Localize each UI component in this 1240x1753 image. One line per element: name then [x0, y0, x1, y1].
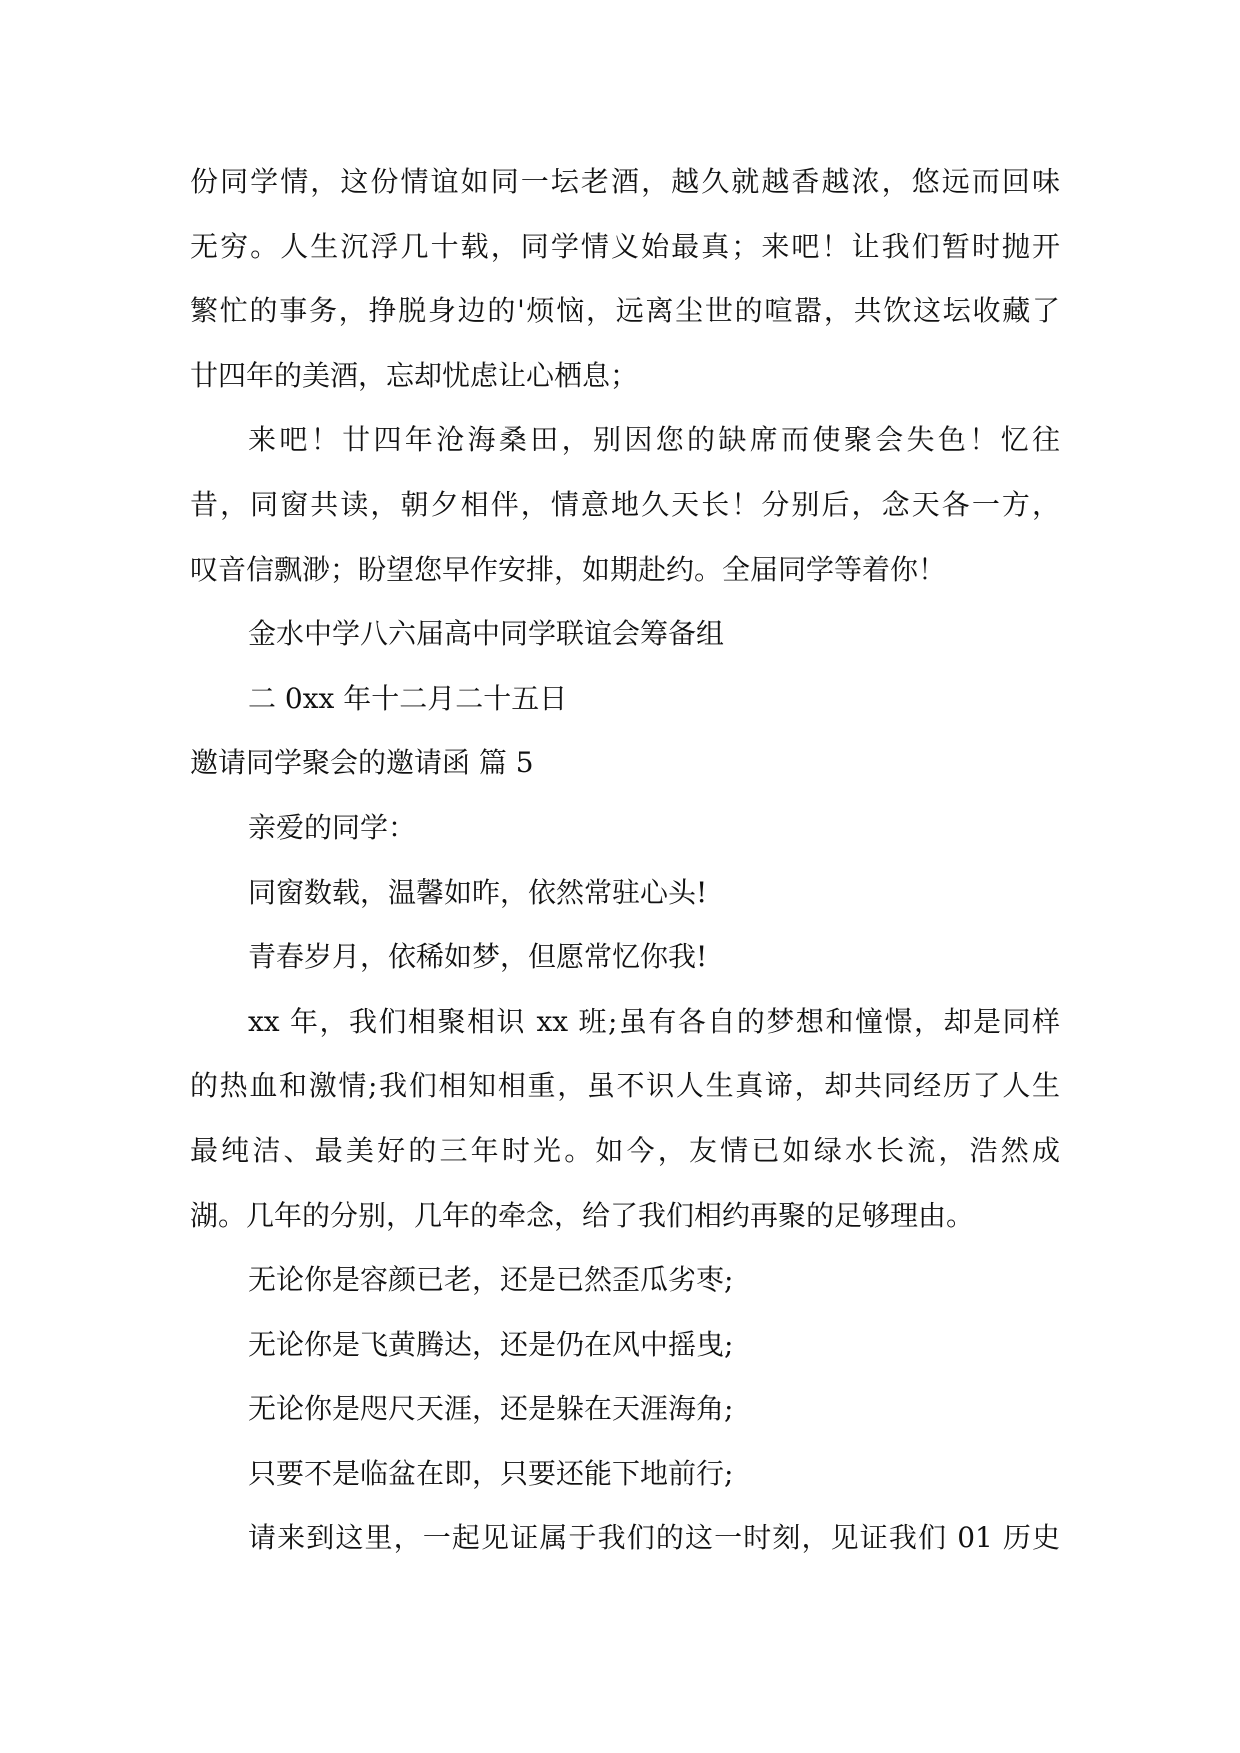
text-line: 只要不是临盆在即，只要还能下地前行;	[248, 1456, 734, 1490]
text-line: 请来到这里，一起见证属于我们的这一时刻，见证我们 01 历史	[248, 1521, 1060, 1555]
text-line: 无论你是飞黄腾达，还是仍在风中摇曳;	[248, 1327, 734, 1361]
section-heading: 邀请同学聚会的邀请函 篇 5	[190, 746, 534, 780]
text-line: 份同学情，这份情谊如同一坛老酒，越久就越香越浓，悠远而回味	[190, 165, 1060, 198]
text-line: 繁忙的事务，挣脱身边的'烦恼，远离尘世的喧嚣，共饮这坛收藏了	[190, 294, 1060, 328]
text-line: 湖。几年的分别，几年的牵念，给了我们相约再聚的足够理由。	[190, 1198, 975, 1232]
text-line: 来吧！廿四年沧海桑田，别因您的缺席而使聚会失色！忆往	[248, 423, 1060, 457]
text-line: 无穷。人生沉浮几十载，同学情义始最真；来吧！让我们暂时抛开	[190, 229, 1060, 263]
text-line: 叹音信飘渺；盼望您早作安排，如期赴约。全届同学等着你！	[190, 552, 947, 586]
text-line: 昔，同窗共读，朝夕相伴，情意地久天长！分别后，念天各一方，	[190, 487, 1060, 521]
text-line: 的热血和激情;我们相知相重，虽不识人生真谛，却共同经历了人生	[190, 1069, 1060, 1103]
text-line: xx 年，我们相聚相识 xx 班;虽有各自的梦想和憧憬，却是同样	[248, 1004, 1060, 1038]
text-line: 最纯洁、最美好的三年时光。如今，友情已如绿水长流，浩然成	[190, 1133, 1060, 1167]
date-line: 二 0xx 年十二月二十五日	[248, 681, 568, 715]
signature-line: 金水中学八六届高中同学联谊会筹备组	[248, 617, 725, 651]
text-line: 无论你是咫尺天涯，还是躲在天涯海角;	[248, 1392, 734, 1426]
text-line: 无论你是容颜已老，还是已然歪瓜劣枣;	[248, 1263, 734, 1297]
text-line: 廿四年的美酒，忘却忧虑让心栖息；	[190, 358, 639, 392]
text-line: 青春岁月，依稀如梦，但愿常忆你我!	[248, 940, 708, 974]
salutation: 亲爱的同学：	[248, 810, 417, 844]
text-line: 同窗数载，温馨如昨，依然常驻心头!	[248, 875, 708, 909]
document-page	[190, 150, 1060, 1571]
